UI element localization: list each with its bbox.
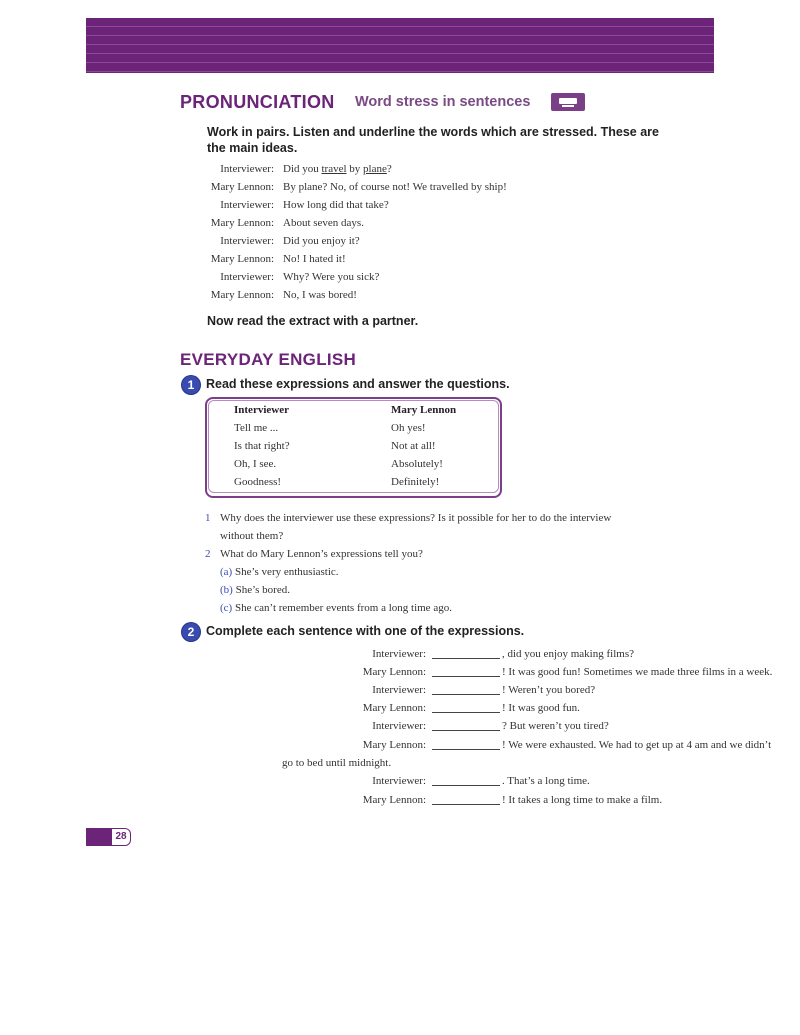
speaker-label: Interviewer: [220,163,274,175]
speaker-label: Interviewer: [220,235,274,247]
answer-blank[interactable] [432,658,500,659]
speaker-label: Interviewer: [220,199,274,211]
column-header: Mary Lennon [391,404,457,416]
completion-line [150,720,710,738]
expression-cell: Oh yes! [391,422,426,434]
dialog-line [150,253,670,271]
header-band [86,18,714,73]
dialog-line [150,289,670,307]
sentence-text: ! It takes a long time to make a film. [502,794,663,806]
dialog-line [150,181,670,199]
answer-blank[interactable] [432,785,500,786]
dialog-text: Did you travel by plane? [283,163,392,175]
answer-blank[interactable] [432,749,500,750]
completion-line [150,648,710,666]
completion-line [150,794,710,812]
question-text-continued: without them? [220,530,284,542]
dialog-line [150,271,670,289]
dialog-text: How long did that take? [283,199,389,211]
sentence-text: ! Weren’t you bored? [502,684,596,696]
dialog-line [150,217,670,235]
exercise-number-badge: 2 [182,623,200,641]
exercise-heading: Complete each sentence with one of the expressions. [206,624,525,638]
pronunciation-followup: Now read the extract with a partner. [207,314,419,328]
page-number: 28 [112,828,131,846]
sentence-text: ! It was good fun! Sometimes we made three films in a week. [502,666,773,678]
speaker-label: Interviewer: [372,720,426,732]
sentence-text: ! We were exhausted. We had to get up at 4 am and we didn’t [502,739,772,751]
answer-blank[interactable] [432,804,500,805]
speaker-label: Mary Lennon: [210,217,274,229]
expression-cell: Not at all! [391,440,436,452]
answer-option: (a) She’s very enthusiastic. [220,566,339,578]
answer-blank[interactable] [432,730,500,731]
question-item: 1 [205,512,211,524]
column-header: Interviewer [234,404,289,416]
dialog-text: By plane? No, of course not! We travelled by ship! [283,181,507,193]
completion-line [150,684,710,702]
speaker-label: Interviewer: [372,684,426,696]
question-text: Why does the interviewer use these expressions? Is it possible for her to do the interview [220,512,612,524]
speaker-label: Mary Lennon: [210,181,274,193]
speaker-label: Interviewer: [220,271,274,283]
question-text: What do Mary Lennon’s expressions tell you? [220,548,423,560]
answer-blank[interactable] [432,694,500,695]
completion-line [150,775,710,793]
page-tab [86,828,112,846]
pronunciation-title: PRONUNCIATION [180,92,335,112]
completion-line [150,666,773,684]
dialog-text: About seven days. [283,217,364,229]
sentence-continuation: go to bed until midnight. [282,757,392,769]
answer-blank[interactable] [432,712,500,713]
dialog-line [150,199,670,217]
completion-line [150,702,710,720]
everyday-english-title: EVERYDAY ENGLISH [180,350,357,369]
pronunciation-subtitle: Word stress in sentences [355,94,531,110]
audio-cd-icon [551,93,585,111]
dialog-line [150,235,670,253]
speaker-label: Mary Lennon: [362,666,426,678]
expression-cell: Oh, I see. [234,458,277,470]
answer-option: (c) She can’t remember events from a long time ago. [220,602,452,614]
speaker-label: Mary Lennon: [210,289,274,301]
sentence-text: ? But weren’t you tired? [502,720,609,732]
completion-line [150,739,772,757]
expression-cell: Definitely! [391,476,440,488]
exercise-number-badge: 1 [182,376,200,394]
answer-option: (b) She’s bored. [220,584,290,596]
speaker-label: Interviewer: [372,775,426,787]
expression-cell: Goodness! [234,476,282,488]
speaker-label: Mary Lennon: [362,794,426,806]
pronunciation-instruction: Work in pairs. Listen and underline the words which are stressed. These are the main ideas. [207,125,659,155]
sentence-text: . That’s a long time. [502,775,590,787]
speaker-label: Mary Lennon: [362,739,426,751]
dialog-text: No, I was bored! [283,289,357,301]
exercise-heading: Read these expressions and answer the questions. [206,377,510,391]
speaker-label: Mary Lennon: [362,702,426,714]
dialog-text: Did you enjoy it? [283,235,360,247]
answer-blank[interactable] [432,676,500,677]
expression-cell: Absolutely! [391,458,443,470]
dialog-text: Why? Were you sick? [283,271,380,283]
question-item: 2 [205,548,211,560]
sentence-text: ! It was good fun. [502,702,580,714]
expression-cell: Is that right? [234,440,290,452]
dialog-text: No! I hated it! [283,253,346,265]
expression-cell: Tell me ... [234,422,279,434]
sentence-text: , did you enjoy making films? [502,648,634,660]
speaker-label: Mary Lennon: [210,253,274,265]
speaker-label: Interviewer: [372,648,426,660]
dialog-line [150,163,670,181]
